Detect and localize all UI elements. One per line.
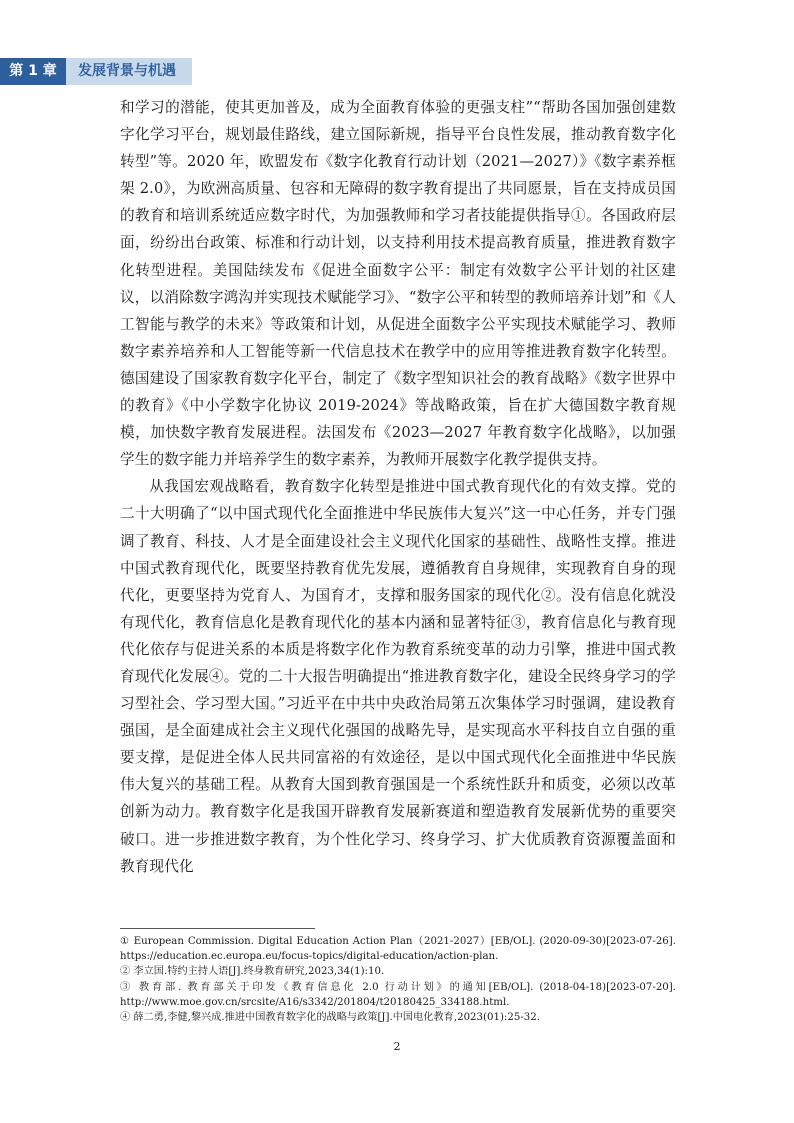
chapter-header <box>0 58 192 85</box>
footnote: ① European Commission. Digital Education Action Plan（2021-2027）[EB/OL]. (2020-09-30)[2023-07-26]. https://education.ec.europa.eu/focus-topics/digital-education/action-plan. <box>120 936 676 963</box>
chapter-number: 第 1 章 <box>0 58 66 85</box>
footnote: ② 李立国.特约主持人语[J].终身教育研究,2023,34(1):10. <box>120 966 385 978</box>
body-text <box>120 94 676 880</box>
footnote-divider <box>120 928 315 929</box>
paragraph: 和学习的潜能，使其更加普及，成为全面教育体验的更强支柱”“帮助各国加强创建数字化学习平台，规划最佳路线，建立国际新规，指导平台良性发展，推动教育数字化转型”等。2020 年，欧盟发布《数字化教育行动计划（2021—2027）》《数字素养框架 2.0》，为欧洲高质量、包容和无障碍的数字教育提出了共同愿景，旨在支持成员国的教育和培训系统适应数字时代，为加强教师和学习者技能提供指导①。各国政府层面，纷纷出台政策、标准和行动计划，以支持利用技术提高教育质量，推进教育数字化转型进程。美国陆续发布《促进全面数字公平：制定有效数字公平计划的社区建议，以消除数字鸿沟并实现技术赋能学习》、“数字公平和转型的教师培养计划”和《人工智能与教学的未来》等政策和计划，从促进全面数字公平实现技术赋能学习、教师数字素养培养和人工智能等新一代信息技术在教学中的应用等推进教育数字化转型。德国建设了国家教育数字化平台，制定了《数字型知识社会的教育战略》《数字世界中的教育》《中小学数字化协议 2019-2024》等战略政策，旨在扩大德国数字教育规模，加快数字教育发展进程。法国发布《2023—2027 年教育数字化战略》，以加强学生的数字能力并培养学生的数字素养，为教师开展数字化教学提供支持。 <box>120 99 676 469</box>
footnotes <box>120 934 676 1025</box>
page-number: 2 <box>393 1040 401 1053</box>
footnote: ③ 教育部. 教育部关于印发《教育信息化 2.0 行动计划》的通知[EB/OL]. (2018-04-18)[2023-07-20]. http://www.moe.gov.cn/srcsite/A16/s3342/201804/t20180425_334188.html. <box>120 981 676 1008</box>
chapter-title: 发展背景与机遇 <box>66 58 192 85</box>
paragraph: 从我国宏观战略看，教育数字化转型是推进中国式教育现代化的有效支撑。党的二十大明确了“以中国式现代化全面推进中华民族伟大复兴”这一中心任务，并专门强调了教育、科技、人才是全面建设社会主义现代化国家的基础性、战略性支撑。推进中国式教育现代化，既要坚持教育优先发展，遵循教育自身规律，实现教育自身的现代化，更要坚持为党育人、为国育才，支撑和服务国家的现代化②。没有信息化就没有现代化，教育信息化是教育现代化的基本内涵和显著特征③，教育信息化与教育现代化依存与促进关系的本质是将数字化作为教育系统变革的动力引擎，推进中国式教育现代化发展④。党的二十大报告明确提出“推进教育数字化，建设全民终身学习的学习型社会、学习型大国。”习近平在中共中央政治局第五次集体学习时强调，建设教育强国，是全面建成社会主义现代化强国的战略先导，是实现高水平科技自立自强的重要支撑，是促进全体人民共同富裕的有效途径，是以中国式现代化全面推进中华民族伟大复兴的基础工程。从教育大国到教育强国是一个系统性跃升和质变，必须以改革创新为动力。教育数字化是我国开辟教育发展新赛道和塑造教育发展新优势的重要突破口。进一步推进数字教育，为个性化学习、终身学习、扩大优质教育资源覆盖面和教育现代化 <box>120 478 676 875</box>
footnote: ④ 薛二勇,李健,黎兴成.推进中国教育数字化的战略与政策[J].中国电化教育,2023(01):25-32. <box>120 1012 540 1024</box>
